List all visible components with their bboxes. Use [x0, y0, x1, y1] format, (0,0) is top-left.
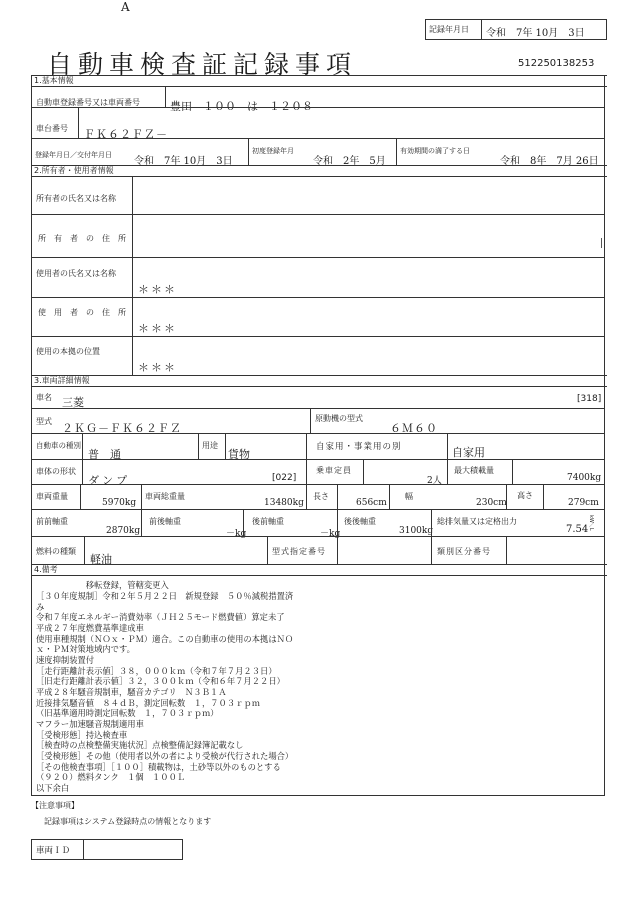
rr-axle-value: 3100kg	[399, 526, 434, 536]
height-label: 高さ	[517, 491, 533, 500]
remark-line: ［走行距離計表示値］３８，０００ｋｍ（令和７年７月２３日）	[36, 666, 277, 676]
remark-line: 速度抑制装置付	[36, 655, 95, 665]
remark-line: マフラー加速騒音規制適用車	[36, 719, 144, 729]
width-label: 幅	[405, 492, 413, 501]
remark-line: 以下余白	[36, 783, 70, 793]
remark-line: 移転登録，管轄変更入	[36, 580, 169, 590]
rf-axle-value: －kg	[320, 529, 341, 539]
remark-line: ［旧走行距離計表示値］３２，３００ｋｍ（令和６年７月２２日）	[36, 676, 285, 686]
remark-line: ［その他検査事項］［１００］積載物は，土砂等以外のものとする	[36, 762, 281, 772]
kind-label: 自動車の種別	[36, 441, 81, 450]
user-name-label: 使用者の氏名又は名称	[36, 269, 116, 278]
user-address-label: 使 用 者 の 住 所	[38, 308, 126, 317]
height-value: 279cm	[568, 498, 599, 508]
owner-name-label: 所有者の氏名又は名称	[36, 194, 116, 203]
use-value: 貨物	[228, 448, 250, 461]
remark-line: （９２０）燃料タンク １個 １００Ｌ	[36, 772, 186, 782]
gross-label: 車両総重量	[145, 492, 185, 501]
owner-address-label: 所 有 者 の 住 所	[38, 234, 126, 243]
section-basic-title: 1.基本情報	[31, 75, 607, 87]
displacement-unit: kW／L	[588, 515, 594, 531]
first-reg-ym-value: 令和 2年 5月	[313, 156, 386, 167]
rf-axle-label: 後前軸重	[252, 517, 284, 526]
private-value: 自家用	[452, 446, 485, 459]
chassis-label: 車台番号	[36, 124, 68, 133]
section-owner-title: 2.所有者・使用者情報	[31, 165, 607, 177]
notes-text: 記録事項はシステム登録時点の情報となります	[44, 817, 212, 826]
remark-line: （旧基準適用時測定回転数 １，７０３ｒｐｍ）	[36, 708, 219, 718]
user-name-value: ＊＊＊	[138, 283, 177, 296]
first-reg-value: 令和 7年 10月 3日	[134, 156, 233, 167]
remark-line: ｘ・ＰＭ対策地域内です。	[36, 644, 135, 654]
weight-value: 5970kg	[102, 498, 137, 508]
kind-value: 普 通	[88, 448, 121, 461]
fuel-value: 軽油	[90, 553, 112, 566]
model-value: ２ＫＧ－ＦＫ６２ＦＺ	[62, 422, 182, 435]
weight-label: 車両重量	[36, 492, 68, 501]
class-no-label: 類別区分番号	[437, 547, 491, 556]
notes-title: 【注意事項】	[31, 801, 79, 810]
user-address-value: ＊＊＊	[138, 322, 177, 335]
reg-label: 自動車登録番号又は車両番号	[36, 98, 140, 107]
body-label: 車体の形状	[36, 467, 76, 476]
body-code: [022]	[272, 473, 297, 483]
remark-line: ［検査時の点検整備実施状況］点検整備記録簿記載なし	[36, 740, 244, 750]
maker-value: 三菱	[62, 396, 84, 409]
model-label: 型式	[36, 417, 52, 426]
base-location-value: ＊＊＊	[138, 361, 177, 374]
record-date-value: 令和 7年 10月 3日	[486, 28, 585, 39]
remark-line: ［３０年度規制］令和２年５月２２日 新規登録 ５０％減税措置済	[36, 591, 294, 601]
remark-line: ［受検形態］持込検査車	[36, 730, 128, 740]
length-value: 656cm	[356, 498, 387, 508]
engine-label: 原動機の型式	[315, 414, 363, 423]
gross-value: 13480kg	[264, 498, 304, 508]
private-label: 自家用・事業用の別	[316, 442, 402, 452]
expiry-label: 有効期間の満了する日	[400, 147, 470, 155]
remark-line: 平成２８年騒音規制車，騒音カテゴリ Ｎ３Ｂ１Ａ	[36, 687, 227, 697]
remark-line: み	[36, 602, 45, 612]
max-load-value: 7400kg	[567, 473, 602, 483]
capacity-value: 2人	[427, 476, 442, 486]
remark-line: 平成２７年度燃費基準達成車	[36, 623, 144, 633]
fuel-label: 燃料の種類	[36, 547, 76, 556]
type-no-label: 型式指定番号	[272, 547, 326, 556]
displacement-label: 総排気量又は定格出力	[437, 517, 517, 526]
section-vehicle-title: 3.車両詳細情報	[31, 375, 607, 387]
fr-axle-value: －kg	[226, 529, 247, 539]
base-location-label: 使用の本拠の位置	[36, 347, 100, 356]
remark-line: 使用車種規制（ＮＯｘ・ＰＭ）適合。この自動車の使用の本拠はＮＯ	[36, 634, 294, 644]
remark-line: 令和７年度エネルギー消費効率（ＪＨ２５モード燃費値）算定未了	[36, 612, 285, 622]
length-label: 長さ	[313, 492, 329, 501]
header-mark: A	[121, 0, 130, 14]
maker-code: [318]	[577, 394, 602, 404]
chassis-value: ＦＫ６２ＦＺ－	[84, 128, 168, 141]
first-reg-label: 登録年月日／交付年月日	[35, 151, 112, 159]
capacity-label: 乗車定員	[316, 466, 352, 475]
remark-line: 近接排気騒音値 ８４ｄＢ，測定回転数 １，７０３ｒｐｍ	[36, 698, 261, 708]
maker-label: 車名	[36, 393, 52, 402]
fr-axle-label: 前後軸重	[149, 517, 181, 526]
ff-axle-label: 前前軸重	[36, 517, 68, 526]
section-remarks-title: 4.備考	[31, 564, 607, 576]
ff-axle-value: 2870kg	[106, 526, 141, 536]
displacement-value: 7.54	[566, 524, 589, 535]
use-label: 用途	[202, 441, 218, 450]
reg-value: 豊田 １００ は １２０８	[170, 100, 313, 113]
expiry-value: 令和 8年 7月 26日	[500, 156, 599, 167]
width-value: 230cm	[476, 498, 507, 508]
document-number: 512250138253	[518, 58, 595, 69]
engine-value: ６Ｍ６０	[390, 422, 438, 435]
body-value: ダンプ	[88, 474, 131, 487]
vehicle-id-label: 車両ＩＤ	[36, 846, 71, 856]
page-title: 自動車検査証記録事項	[47, 50, 358, 79]
remark-line: ［受検形態］その他（使用者以外の者により受検が代行された場合）	[36, 751, 294, 761]
first-reg-ym-label: 初度登録年月	[252, 147, 294, 155]
max-load-label: 最大積載量	[454, 466, 494, 475]
record-date-label: 記録年月日	[429, 25, 469, 34]
rr-axle-label: 後後軸重	[344, 517, 376, 526]
